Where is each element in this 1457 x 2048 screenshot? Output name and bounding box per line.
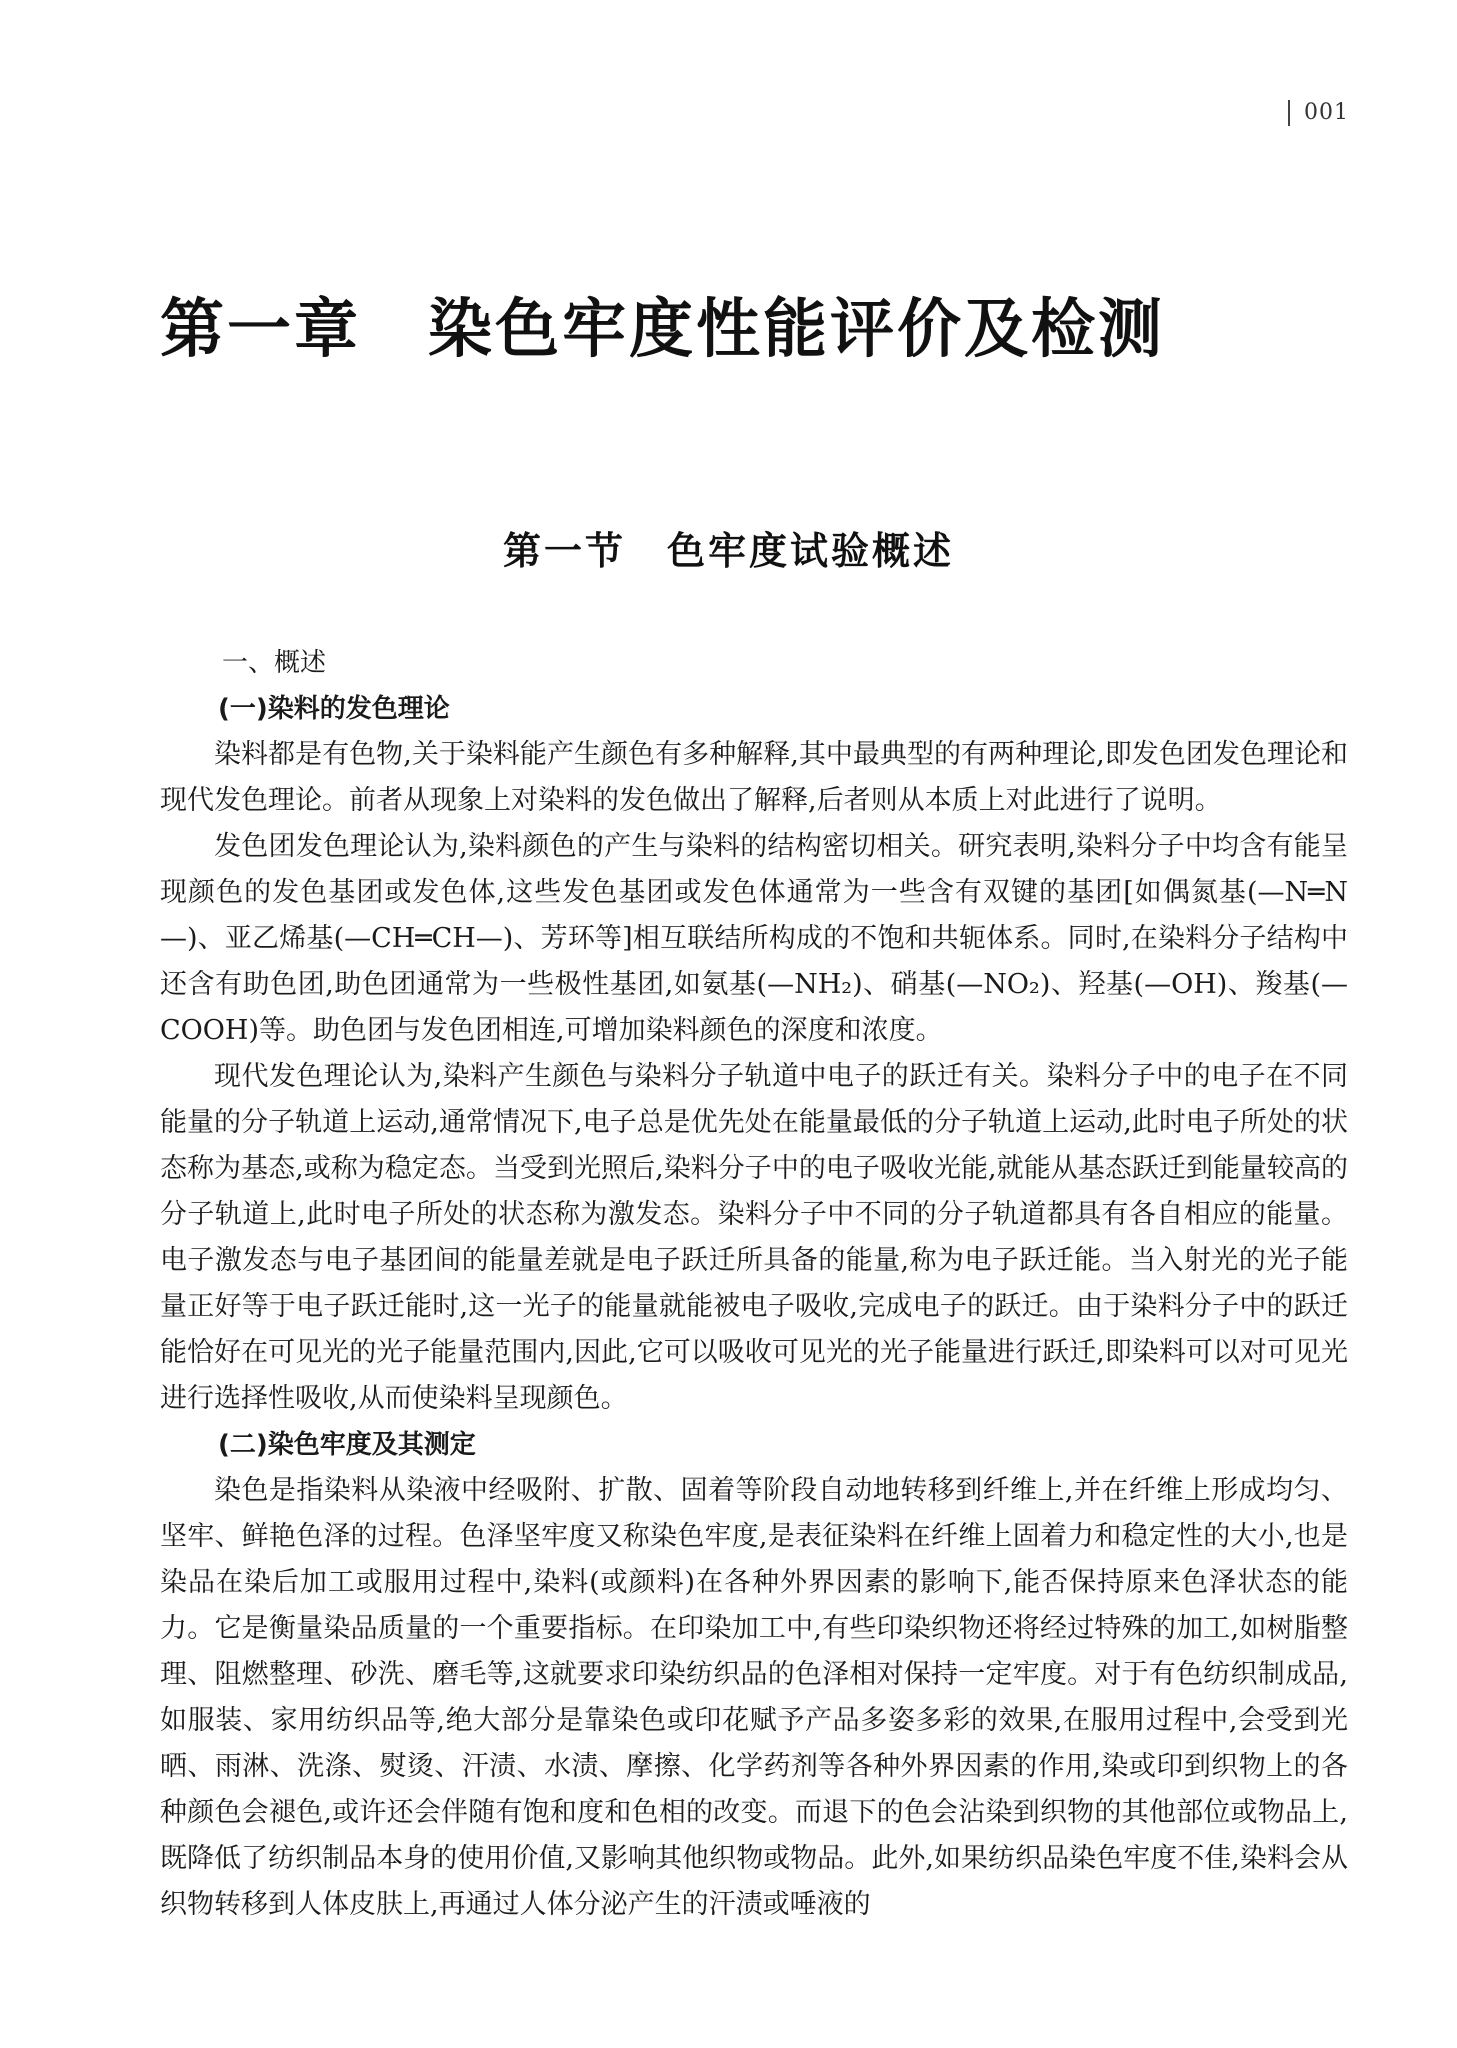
heading-overview: 一、概述	[222, 648, 327, 678]
paragraph: 现代发色理论认为,染料产生颜色与染料分子轨道中电子的跃迁有关。染料分子中的电子在不同能量的分子轨道上运动,通常情况下,电子总是优先处在能量最低的分子轨道上运动,此时电子所处的状态称为基态,或称为稳定态。当受到光照后,染料分子中的电子吸收光能,就能从基态跃迁到能量较高的分子轨道上,此时电子所处的状态称为激发态。染料分子中不同的分子轨道都具有各自相应的能量。电子激发态与电子基团间的能量差就是电子跃迁所具备的能量,称为电子跃迁能。当入射光的光子能量正好等于电子跃迁能时,这一光子的能量就能被电子吸收,完成电子的跃迁。由于染料分子中的跃迁能恰好在可见光的光子能量范围内,因此,它可以吸收可见光的光子能量进行跃迁,即染料可以对可见光进行选择性吸收,从而使染料呈现颜色。	[160, 1061, 1348, 1414]
page-number: 001	[1288, 100, 1349, 126]
subheading-color-theory: (一)染料的发色理论	[218, 694, 450, 724]
chapter-title: 第一章 染色牢度性能评价及检测	[160, 292, 1165, 367]
subheading-color-fastness: (二)染色牢度及其测定	[218, 1430, 476, 1460]
paragraph: 发色团发色理论认为,染料颜色的产生与染料的结构密切相关。研究表明,染料分子中均含有能呈现颜色的发色基团或发色体,这些发色基团或发色体通常为一些含有双键的基团[如偶氮基(—N═N—)、亚乙烯基(—CH═CH—)、芳环等]相互联结所构成的不饱和共轭体系。同时,在染料分子结构中还含有助色团,助色团通常为一些极性基团,如氨基(—NH₂)、硝基(—NO₂)、羟基(—OH)、羧基(—COOH)等。助色团与发色团相连,可增加染料颜色的深度和浓度。	[160, 831, 1348, 1046]
paragraph: 染色是指染料从染液中经吸附、扩散、固着等阶段自动地转移到纤维上,并在纤维上形成均匀、坚牢、鲜艳色泽的过程。色泽坚牢度又称染色牢度,是表征染料在纤维上固着力和稳定性的大小,也是染品在染后加工或服用过程中,染料(或颜料)在各种外界因素的影响下,能否保持原来色泽状态的能力。它是衡量染品质量的一个重要指标。在印染加工中,有些印染织物还将经过特殊的加工,如树脂整理、阻燃整理、砂洗、磨毛等,这就要求印染纺织品的色泽相对保持一定牢度。对于有色纺织制成品,如服装、家用纺织品等,绝大部分是靠染色或印花赋予产品多姿多彩的效果,在服用过程中,会受到光晒、雨淋、洗涤、熨烫、汗渍、水渍、摩擦、化学药剂等各种外界因素的作用,染或印到织物上的各种颜色会褪色,或许还会伴随有饱和度和色相的改变。而退下的色会沾染到织物的其他部位或物品上,既降低了纺织制品本身的使用价值,又影响其他织物或物品。此外,如果纺织品染色牢度不佳,染料会从织物转移到人体皮肤上,再通过人体分泌产生的汗渍或唾液的	[160, 1475, 1348, 1920]
body-text	[160, 640, 1348, 1928]
paragraph: 染料都是有色物,关于染料能产生颜色有多种解释,其中最典型的有两种理论,即发色团发色理论和现代发色理论。前者从现象上对染料的发色做出了解释,后者则从本质上对此进行了说明。	[160, 739, 1348, 816]
section-title: 第一节 色牢度试验概述	[502, 528, 954, 573]
